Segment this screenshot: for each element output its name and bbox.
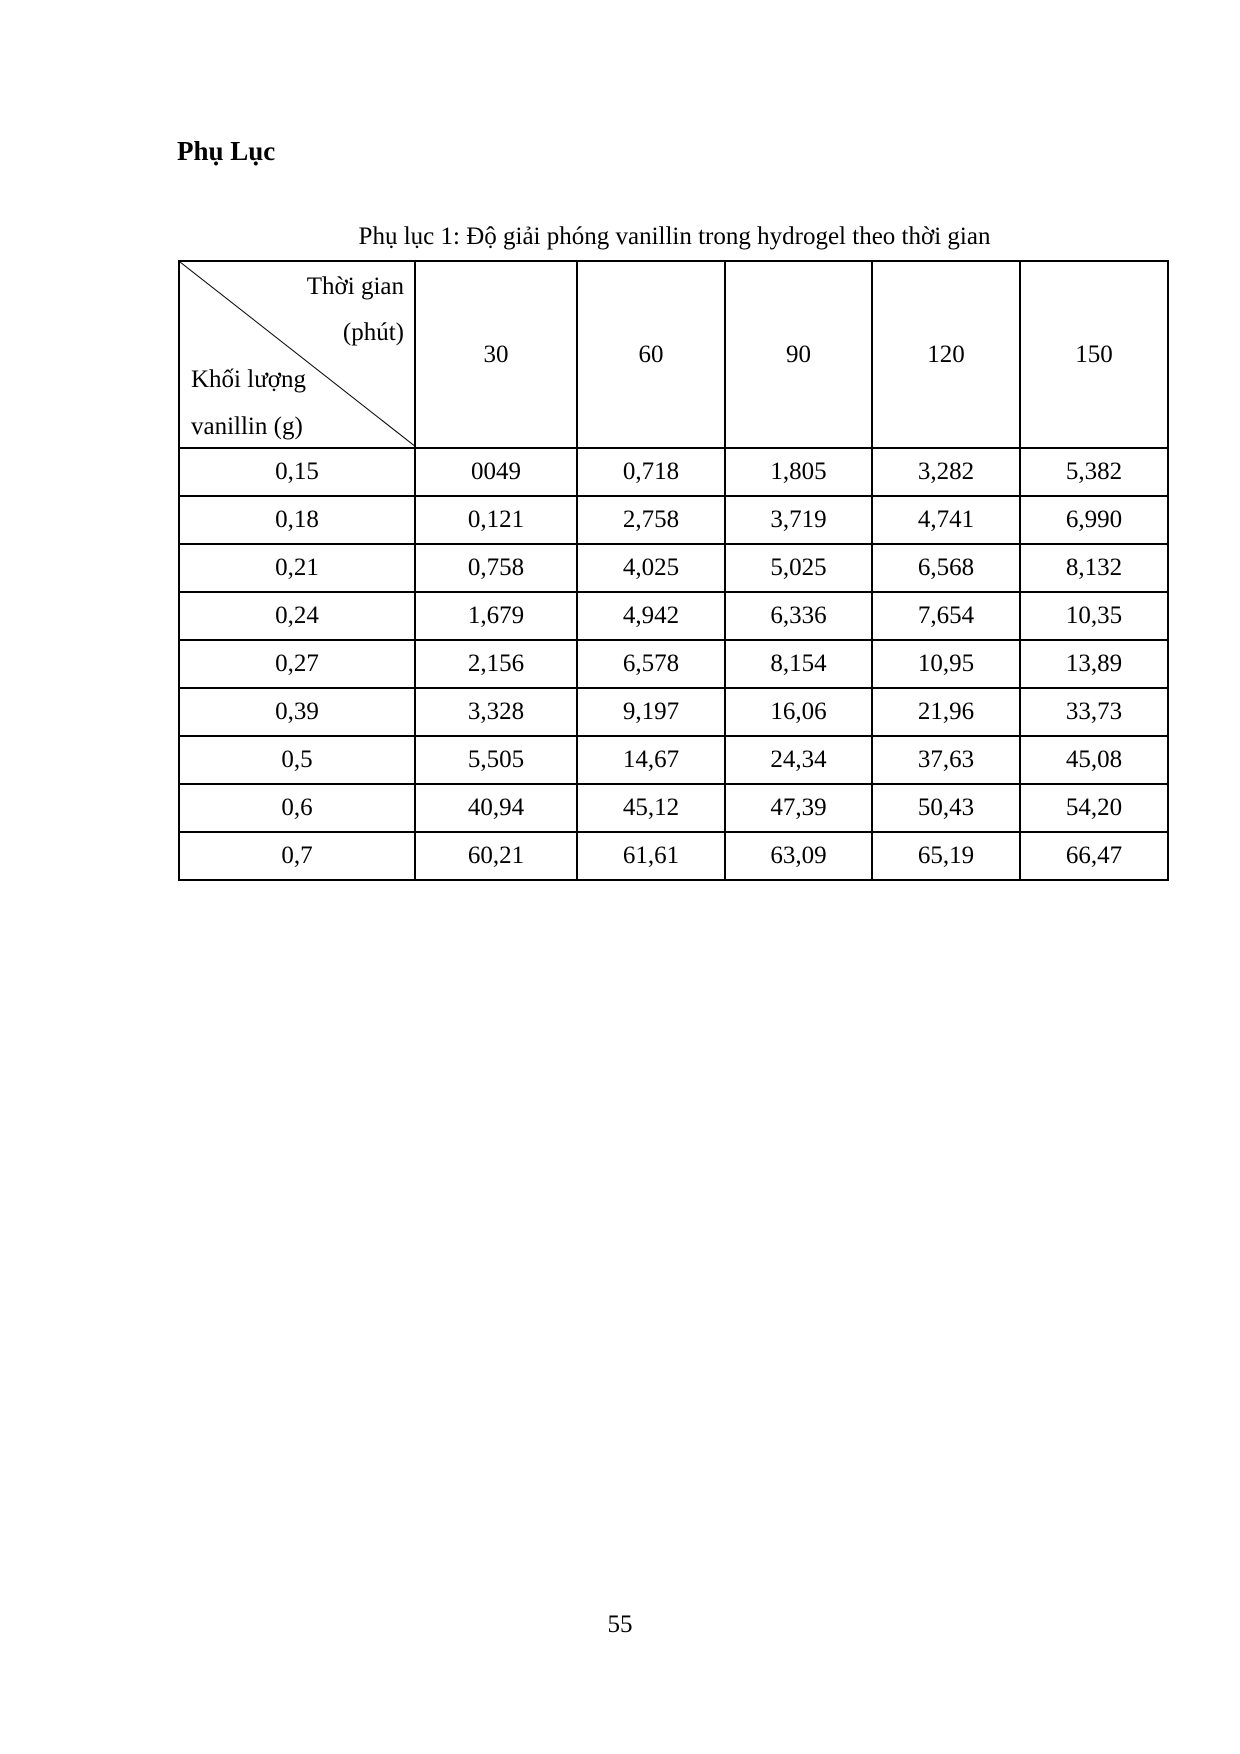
value-cell: 14,67 [577,736,725,784]
value-cell: 9,197 [577,688,725,736]
value-cell: 37,63 [872,736,1020,784]
value-cell: 1,679 [415,592,577,640]
mass-cell: 0,18 [179,496,415,544]
mass-cell: 0,15 [179,448,415,496]
value-cell: 5,025 [725,544,872,592]
value-cell: 54,20 [1020,784,1168,832]
table-caption: Phụ lục 1: Độ giải phóng vanillin trong hydrogel theo thời gian [358,223,991,250]
value-cell: 61,61 [577,832,725,880]
value-cell: 45,12 [577,784,725,832]
table-row [179,448,1168,496]
value-cell: 45,08 [1020,736,1168,784]
release-table [178,260,1169,881]
value-cell: 40,94 [415,784,577,832]
value-cell: 10,95 [872,640,1020,688]
value-cell: 6,336 [725,592,872,640]
value-cell: 7,654 [872,592,1020,640]
value-cell: 47,39 [725,784,872,832]
value-cell: 60,21 [415,832,577,880]
value-cell: 13,89 [1020,640,1168,688]
mass-unit-label: vanillin (g) [191,413,303,440]
table-header-row [179,261,1168,448]
value-cell: 4,025 [577,544,725,592]
mass-cell: 0,39 [179,688,415,736]
mass-cell: 0,24 [179,592,415,640]
value-cell: 0,758 [415,544,577,592]
time-unit-label: (phút) [342,319,404,346]
value-cell: 24,34 [725,736,872,784]
mass-cell: 0,5 [179,736,415,784]
value-cell: 6,578 [577,640,725,688]
value-cell: 21,96 [872,688,1020,736]
value-cell: 1,805 [725,448,872,496]
value-cell: 66,47 [1020,832,1168,880]
table-row [179,592,1168,640]
value-cell: 3,282 [872,448,1020,496]
column-header: 150 [1020,261,1168,448]
value-cell: 0049 [415,448,577,496]
page-heading: Phụ Lục [177,136,276,166]
corner-header-cell [179,261,415,448]
column-header: 30 [415,261,577,448]
value-cell: 5,382 [1020,448,1168,496]
value-cell: 10,35 [1020,592,1168,640]
mass-cell: 0,21 [179,544,415,592]
value-cell: 16,06 [725,688,872,736]
value-cell: 4,741 [872,496,1020,544]
table-row [179,496,1168,544]
value-cell: 3,328 [415,688,577,736]
mass-cell: 0,6 [179,784,415,832]
table-row [179,640,1168,688]
table-row [179,736,1168,784]
table-row [179,544,1168,592]
value-cell: 4,942 [577,592,725,640]
value-cell: 6,990 [1020,496,1168,544]
value-cell: 3,719 [725,496,872,544]
column-header: 90 [725,261,872,448]
mass-cell: 0,7 [179,832,415,880]
value-cell: 8,154 [725,640,872,688]
value-cell: 63,09 [725,832,872,880]
column-header: 60 [577,261,725,448]
value-cell: 6,568 [872,544,1020,592]
value-cell: 0,718 [577,448,725,496]
time-label: Thời gian [306,273,404,300]
value-cell: 2,758 [577,496,725,544]
value-cell: 50,43 [872,784,1020,832]
table-row [179,832,1168,880]
value-cell: 65,19 [872,832,1020,880]
column-header: 120 [872,261,1020,448]
value-cell: 8,132 [1020,544,1168,592]
mass-label: Khối lượng [191,366,306,393]
table-row [179,784,1168,832]
value-cell: 5,505 [415,736,577,784]
value-cell: 33,73 [1020,688,1168,736]
table-row [179,688,1168,736]
mass-cell: 0,27 [179,640,415,688]
value-cell: 2,156 [415,640,577,688]
value-cell: 0,121 [415,496,577,544]
page-number: 55 [607,1611,633,1638]
